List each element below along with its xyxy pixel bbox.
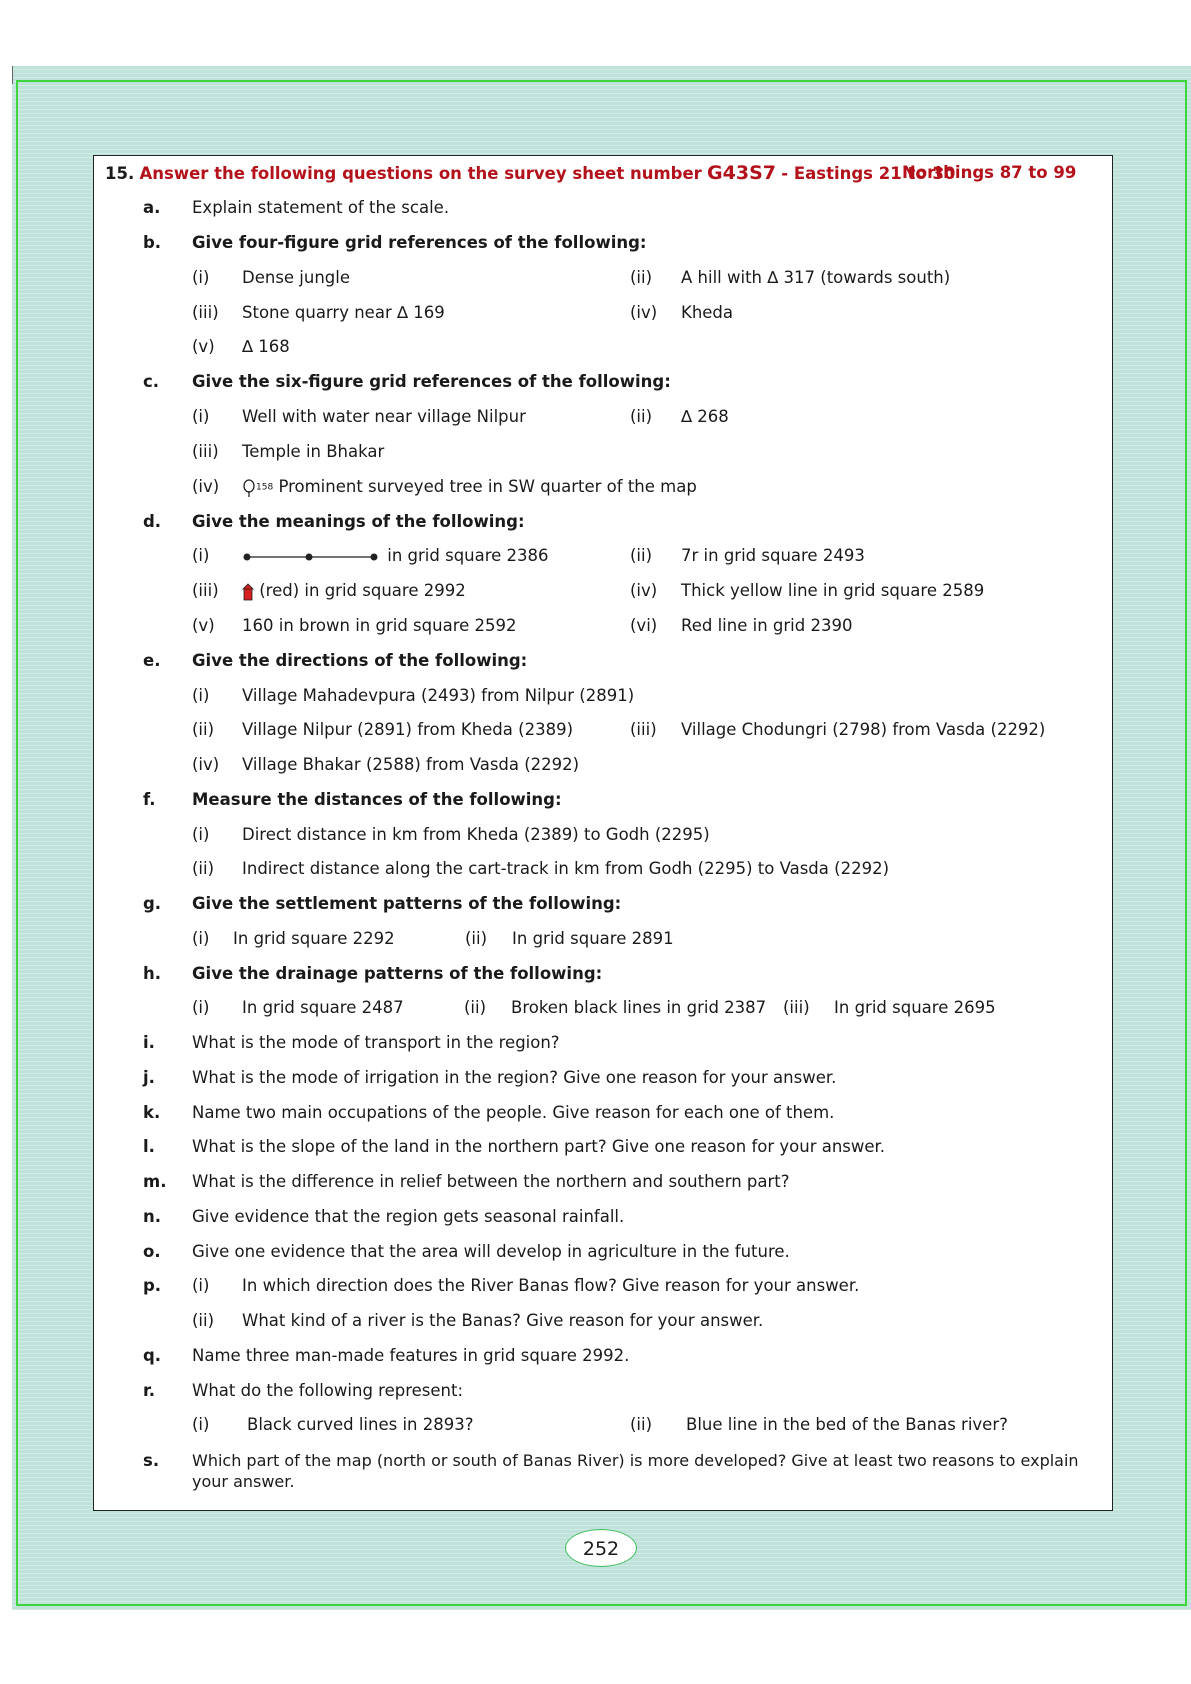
c-item-4 xyxy=(242,477,697,498)
f-item-1: Direct distance in km from Kheda (2389) to Godh (2295) xyxy=(242,825,710,844)
question-header xyxy=(105,163,955,184)
c-num-2: (ii) xyxy=(630,407,653,426)
heading-d: Give the meanings of the following: xyxy=(192,512,525,531)
b-item-3: Stone quarry near ∆ 169 xyxy=(242,303,445,322)
d-item-6: Red line in grid 2390 xyxy=(681,616,853,635)
d-item-5: 160 in brown in grid square 2592 xyxy=(242,616,517,635)
d-item-3 xyxy=(242,581,466,601)
question-n: Give evidence that the region gets seasonal rainfall. xyxy=(192,1207,625,1226)
letter-r: r. xyxy=(143,1381,156,1400)
f-item-2: Indirect distance along the cart-track in km from Godh (2295) to Vasda (2292) xyxy=(242,859,890,878)
e-num-3: (iii) xyxy=(630,720,657,739)
h-item-2: Broken black lines in grid 2387 xyxy=(511,998,767,1017)
d-num-4: (iv) xyxy=(630,581,658,600)
letter-h: h. xyxy=(143,964,162,983)
d-num-5: (v) xyxy=(192,616,215,635)
letter-a: a. xyxy=(143,198,161,217)
question-title: Answer the following questions on the survey sheet number xyxy=(139,164,702,183)
d-num-6: (vi) xyxy=(630,616,658,635)
d-item-1 xyxy=(242,546,549,566)
letter-c: c. xyxy=(143,372,160,391)
letter-s: s. xyxy=(143,1451,160,1470)
question-i: What is the mode of transport in the region? xyxy=(192,1033,560,1052)
b-num-2: (ii) xyxy=(630,268,653,287)
question-r: What do the following represent: xyxy=(192,1381,464,1400)
question-a: Explain statement of the scale. xyxy=(192,198,450,217)
h-num-3: (iii) xyxy=(783,998,810,1017)
p-item-1: In which direction does the River Banas flow? Give reason for your answer. xyxy=(242,1276,860,1295)
sheet-number: G43S7 xyxy=(707,162,776,184)
heading-e: Give the directions of the following: xyxy=(192,651,528,670)
heading-h: Give the drainage patterns of the following: xyxy=(192,964,603,983)
question-q: Name three man-made features in grid square 2992. xyxy=(192,1346,630,1365)
letter-j: j. xyxy=(143,1068,155,1087)
letter-n: n. xyxy=(143,1207,162,1226)
d-num-3: (iii) xyxy=(192,581,219,600)
question-s-line2: your answer. xyxy=(192,1472,295,1491)
heading-b: Give four-figure grid references of the following: xyxy=(192,233,647,252)
question-s-line1: Which part of the map (north or south of Banas River) is more developed? Give at least two reasons to explain xyxy=(192,1451,1079,1470)
letter-p: p. xyxy=(143,1276,162,1295)
letter-l: l. xyxy=(143,1137,155,1156)
g-item-1: In grid square 2292 xyxy=(233,929,395,948)
heading-g: Give the settlement patterns of the following: xyxy=(192,894,622,913)
question-k: Name two main occupations of the people. Give reason for each one of them. xyxy=(192,1103,835,1122)
g-item-2: In grid square 2891 xyxy=(512,929,674,948)
letter-k: k. xyxy=(143,1103,161,1122)
d-item-4: Thick yellow line in grid square 2589 xyxy=(681,581,985,600)
b-num-1: (i) xyxy=(192,268,210,287)
e-item-3: Village Chodungri (2798) from Vasda (2292) xyxy=(681,720,1046,739)
letter-d: d. xyxy=(143,512,162,531)
p-num-2: (ii) xyxy=(192,1311,215,1330)
h-num-2: (ii) xyxy=(464,998,487,1017)
d-item-2: 7r in grid square 2493 xyxy=(681,546,865,565)
h-item-3: In grid square 2695 xyxy=(834,998,996,1017)
page-number: 252 xyxy=(565,1529,637,1567)
e-num-2: (ii) xyxy=(192,720,215,739)
c-item-4-text: Prominent surveyed tree in SW quarter of the map xyxy=(278,477,697,496)
r-item-1: Black curved lines in 2893? xyxy=(247,1415,474,1434)
e-num-1: (i) xyxy=(192,686,210,705)
f-num-1: (i) xyxy=(192,825,210,844)
d-item-1-text: in grid square 2386 xyxy=(387,546,549,565)
letter-f: f. xyxy=(143,790,156,809)
northings: Northings 87 to 99 xyxy=(902,163,1077,182)
h-num-1: (i) xyxy=(192,998,210,1017)
d-num-1: (i) xyxy=(192,546,210,565)
f-num-2: (ii) xyxy=(192,859,215,878)
b-item-4: Kheda xyxy=(681,303,734,322)
heading-c: Give the six-figure grid references of the following: xyxy=(192,372,671,391)
question-l: What is the slope of the land in the northern part? Give one reason for your answer. xyxy=(192,1137,886,1156)
surveyed-tree-icon xyxy=(242,478,256,498)
g-num-2: (ii) xyxy=(465,929,488,948)
g-num-1: (i) xyxy=(192,929,210,948)
e-num-4: (iv) xyxy=(192,755,220,774)
b-num-5: (v) xyxy=(192,337,215,356)
b-num-3: (iii) xyxy=(192,303,219,322)
letter-i: i. xyxy=(143,1033,155,1052)
d-num-2: (ii) xyxy=(630,546,653,565)
red-hut-icon xyxy=(242,583,254,601)
r-item-2: Blue line in the bed of the Banas river? xyxy=(686,1415,1008,1434)
b-item-1: Dense jungle xyxy=(242,268,351,287)
question-number: 15. xyxy=(105,164,135,183)
d-item-3-text: (red) in grid square 2992 xyxy=(259,581,466,600)
h-item-1: In grid square 2487 xyxy=(242,998,404,1017)
question-m: What is the difference in relief between the northern and southern part? xyxy=(192,1172,790,1191)
crop-mark xyxy=(12,66,13,84)
c-item-1: Well with water near village Nilpur xyxy=(242,407,526,426)
c-num-3: (iii) xyxy=(192,442,219,461)
dotted-line-symbol-icon xyxy=(242,550,382,564)
r-num-1: (i) xyxy=(192,1415,210,1434)
question-o: Give one evidence that the area will develop in agriculture in the future. xyxy=(192,1242,790,1261)
letter-e: e. xyxy=(143,651,161,670)
c-num-4: (iv) xyxy=(192,477,220,496)
letter-g: g. xyxy=(143,894,162,913)
p-item-2: What kind of a river is the Banas? Give reason for your answer. xyxy=(242,1311,764,1330)
e-item-2: Village Nilpur (2891) from Kheda (2389) xyxy=(242,720,574,739)
letter-m: m. xyxy=(143,1172,167,1191)
letter-o: o. xyxy=(143,1242,161,1261)
b-item-5: ∆ 168 xyxy=(242,337,290,356)
b-num-4: (iv) xyxy=(630,303,658,322)
letter-q: q. xyxy=(143,1346,162,1365)
r-num-2: (ii) xyxy=(630,1415,653,1434)
heading-f: Measure the distances of the following: xyxy=(192,790,562,809)
tree-height-label: 158 xyxy=(256,482,274,493)
c-item-3: Temple in Bhakar xyxy=(242,442,385,461)
c-item-2: ∆ 268 xyxy=(681,407,729,426)
e-item-4: Village Bhakar (2588) from Vasda (2292) xyxy=(242,755,580,774)
question-j: What is the mode of irrigation in the region? Give one reason for your answer. xyxy=(192,1068,837,1087)
e-item-1: Village Mahadevpura (2493) from Nilpur (2891) xyxy=(242,686,635,705)
letter-b: b. xyxy=(143,233,162,252)
p-num-1: (i) xyxy=(192,1276,210,1295)
eastings: - Eastings 21 to 30 xyxy=(781,164,956,183)
b-item-2: A hill with ∆ 317 (towards south) xyxy=(681,268,951,287)
c-num-1: (i) xyxy=(192,407,210,426)
